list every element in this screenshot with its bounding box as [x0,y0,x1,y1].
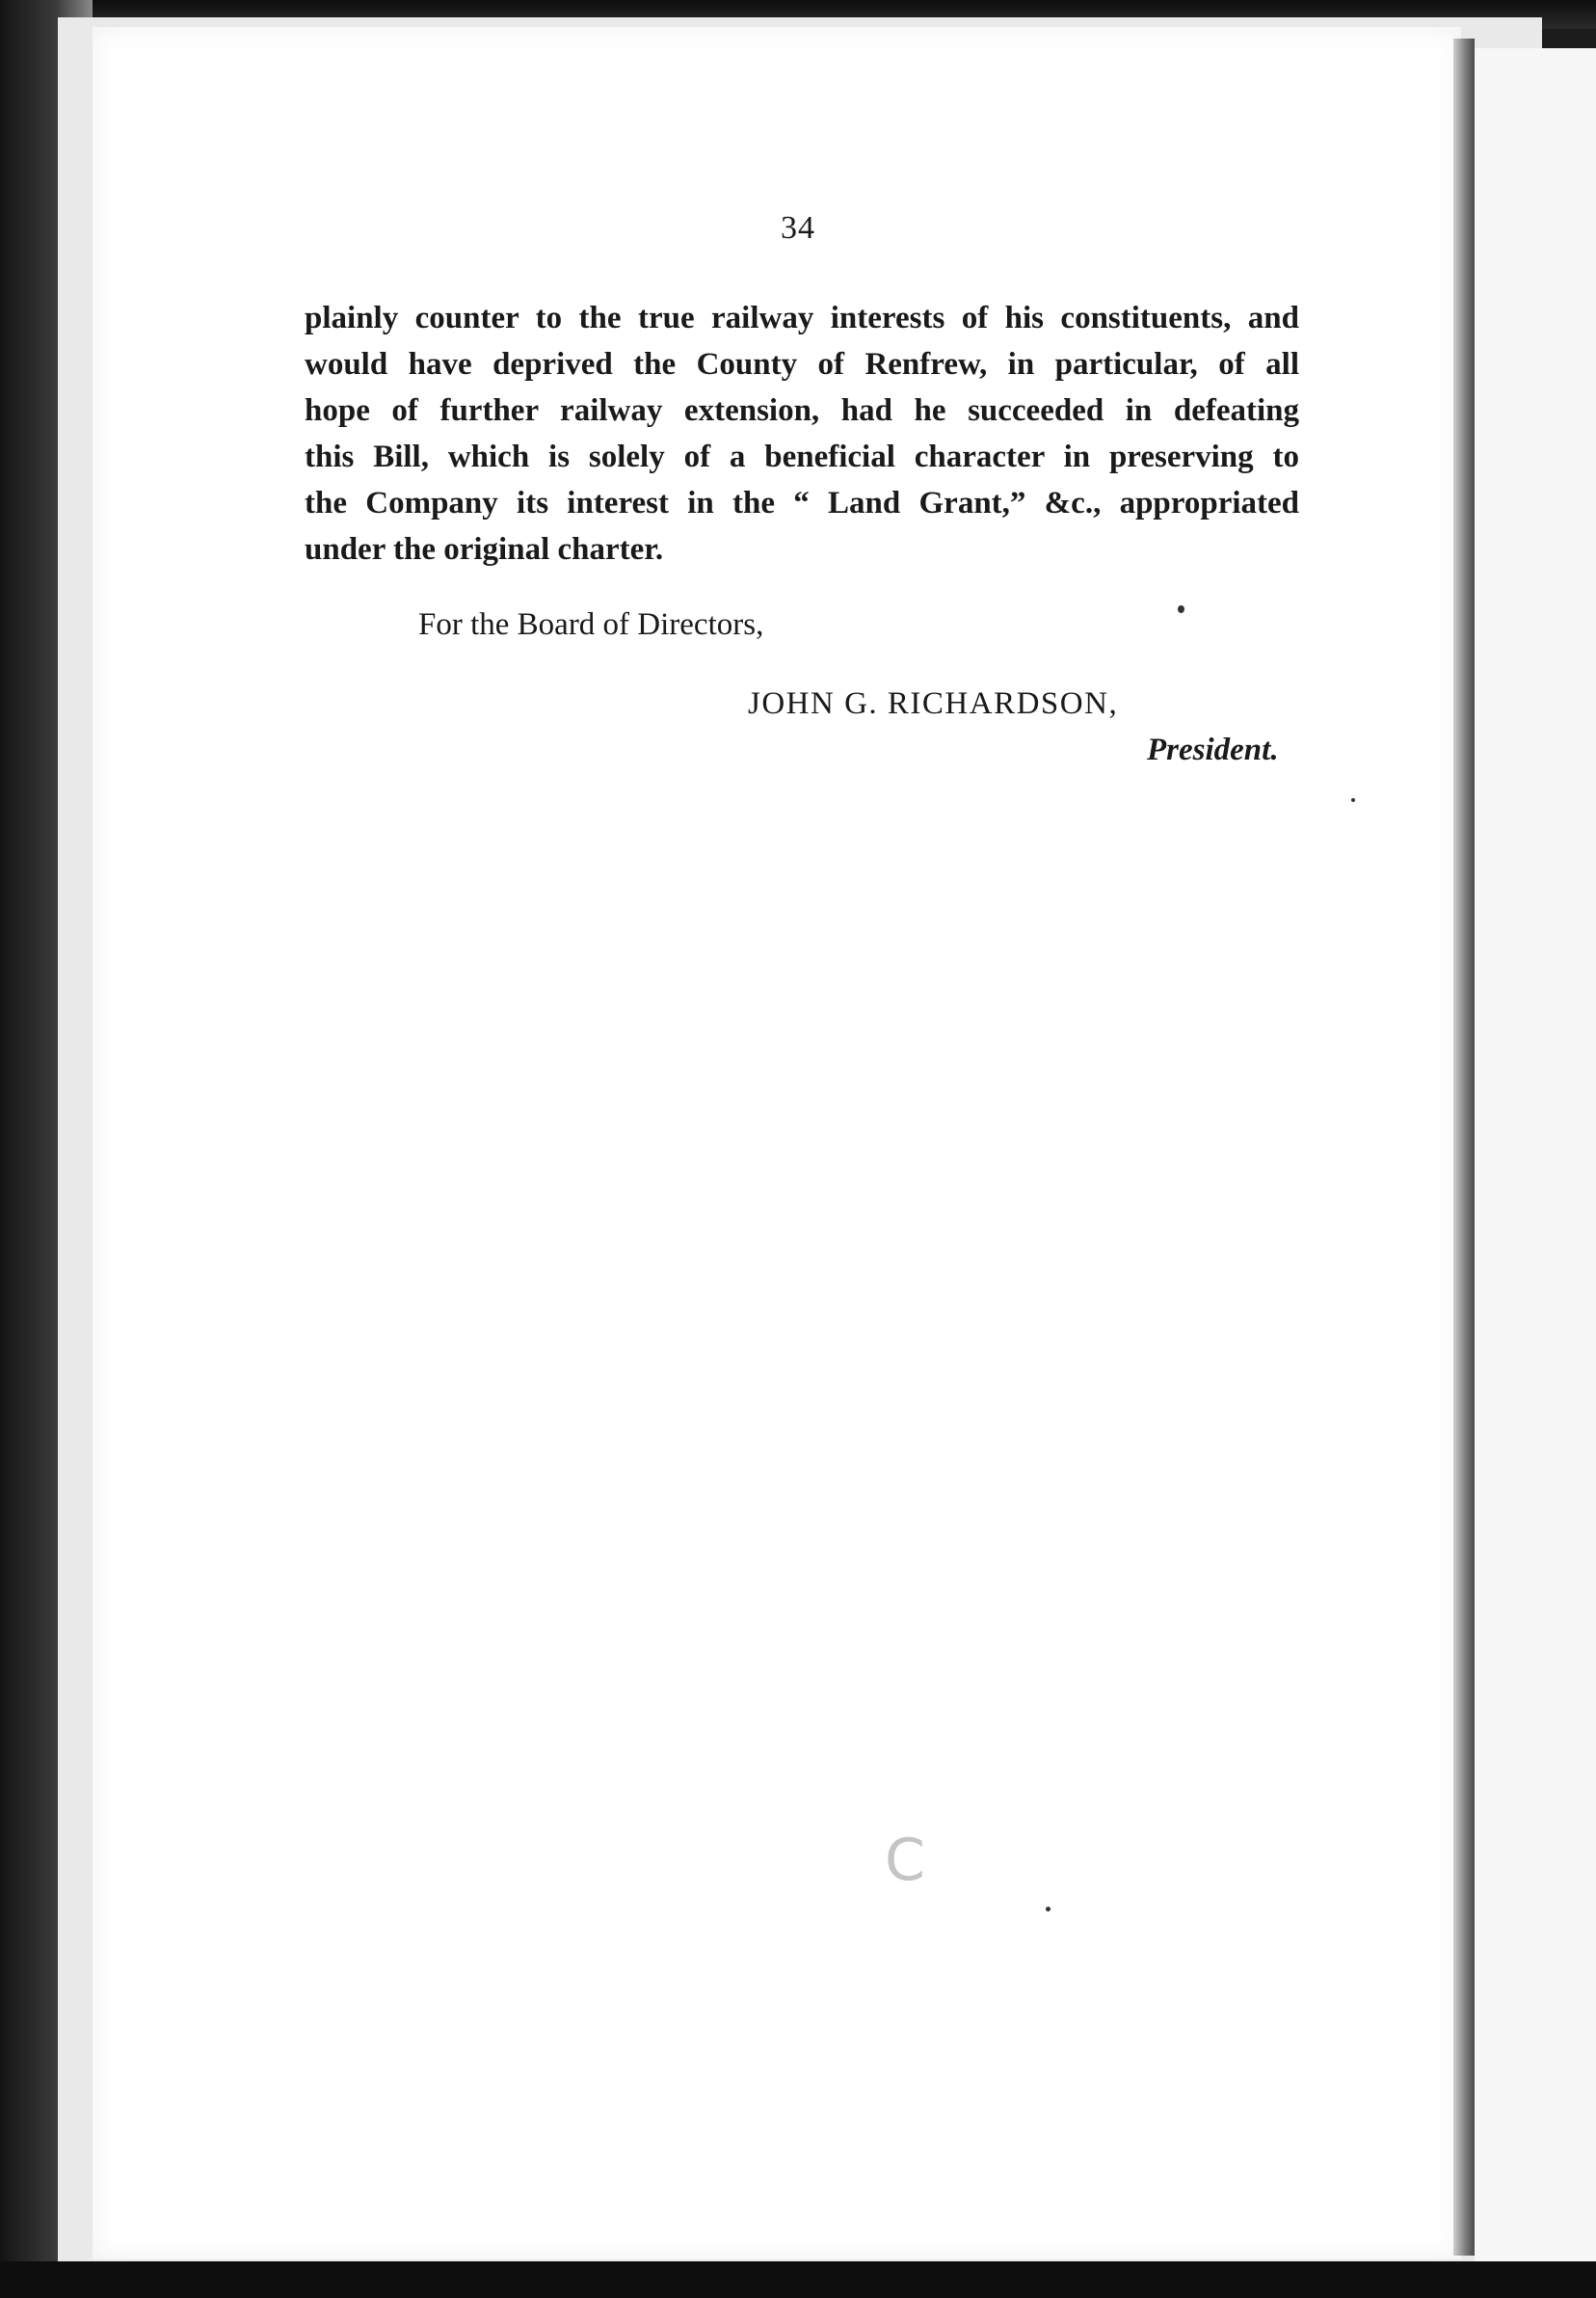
paragraph-line: this Bill, which is solely of a beneficial character in preserving to [305,440,1299,474]
signer-name: JOHN G. RICHARDSON, [748,686,1119,721]
paragraph-line: would have deprived the County of Renfrew, in particular, of all [305,347,1299,382]
ink-speck [1351,798,1355,802]
ink-speck [1178,605,1184,613]
signer-title: President. [1147,733,1279,767]
ink-speck [1046,1907,1051,1911]
body-paragraph [305,295,1299,573]
paragraph-line: hope of further railway extension, had he succeeded in defeating [305,393,1299,428]
paragraph-line: under the original charter. [305,532,664,567]
page-number: 34 [781,210,815,246]
facing-page-edge [1475,48,1596,2265]
paragraph-line: plainly counter to the true railway interests of his constituents, and [305,301,1299,335]
paragraph-line: the Company its interest in the “ Land Grant,” &c., appropriated [305,486,1299,521]
scan-bottom-border [0,2261,1596,2298]
binding-shadow [1453,39,1475,2256]
closing-salutation: For the Board of Directors, [418,607,764,642]
stray-pencil-mark: C [885,1827,925,1894]
